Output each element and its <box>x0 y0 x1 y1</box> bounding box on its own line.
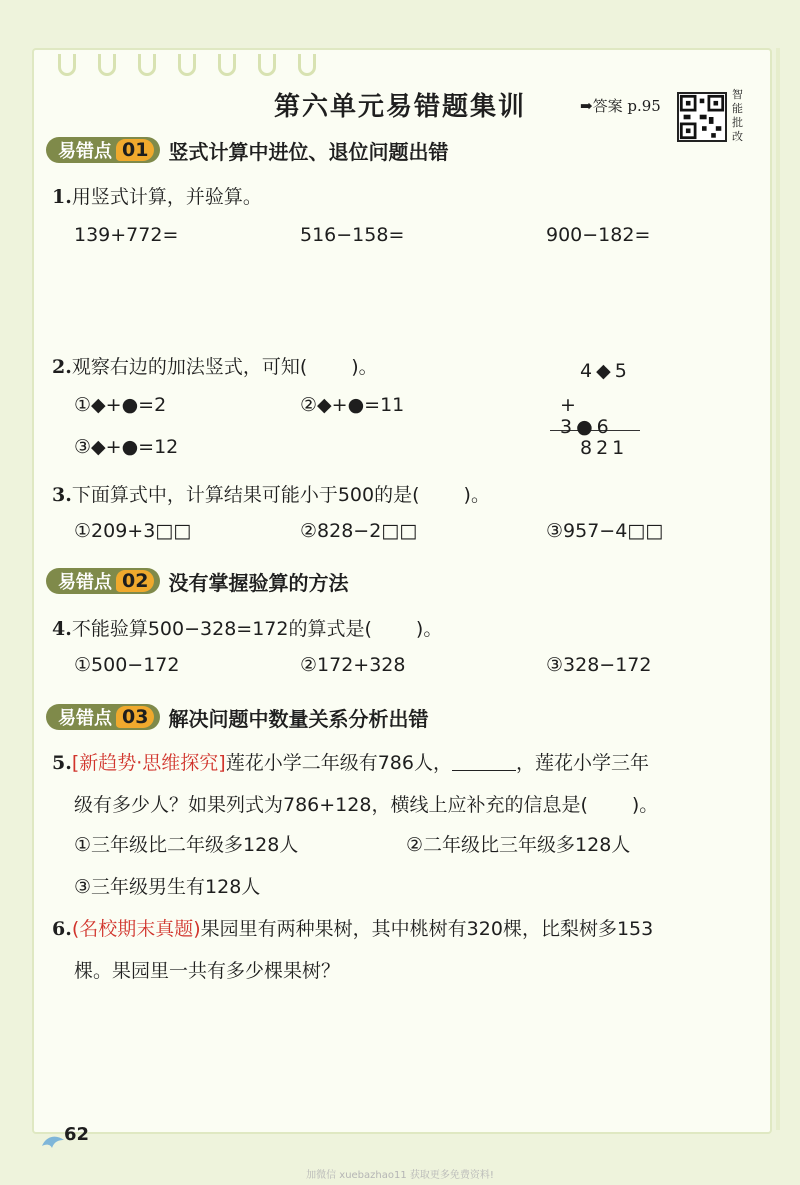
section-header-01 <box>46 135 448 165</box>
question-number: 5. <box>52 752 72 774</box>
binder-ring <box>258 54 276 76</box>
q5-option-2: ②二年级比三年级多128人 <box>406 834 631 856</box>
answer-reference: ➡答案 p.95 <box>580 97 661 115</box>
section-label: 易错点 <box>58 141 112 162</box>
binder-ring <box>298 54 316 76</box>
question-text: 莲花小学二年级有786人， <box>225 752 452 774</box>
question-5-line-2 <box>74 790 658 817</box>
question-5-line-1 <box>52 748 649 775</box>
binder-ring <box>138 54 156 76</box>
question-number: 4. <box>52 618 72 640</box>
question-number: 1. <box>52 186 72 208</box>
q4-option-1: ①500−172 <box>74 654 180 676</box>
q3-option-1: ①209+3□□ <box>74 520 192 542</box>
question-6-line-2: 棵。果园里一共有多少棵果树？ <box>74 960 341 982</box>
vertical-row-2: + 3●6 <box>560 394 613 438</box>
section-badge <box>46 137 160 163</box>
question-tag: (名校期末真题) <box>71 918 201 940</box>
q2-option-2: ②◆+●=11 <box>300 394 405 416</box>
page-title: 第六单元易错题集训 <box>273 92 526 122</box>
question-6-line-1 <box>52 914 653 941</box>
question-text-end: )。 <box>351 356 378 378</box>
section-badge <box>46 704 160 730</box>
binder-ring <box>178 54 196 76</box>
section-badge <box>46 568 160 594</box>
q3-option-2: ②828−2□□ <box>300 520 418 542</box>
section-number: 03 <box>116 706 154 728</box>
q2-option-3: ③◆+●=12 <box>74 436 179 458</box>
q1-item-3: 900−182= <box>546 224 651 246</box>
binder-ring <box>218 54 236 76</box>
question-3 <box>52 480 490 507</box>
q4-option-2: ②172+328 <box>300 654 406 676</box>
section-title: 没有掌握验算的方法 <box>168 570 349 595</box>
section-title: 竖式计算中进位、退位问题出错 <box>168 139 449 164</box>
section-header-02 <box>46 566 348 596</box>
section-title: 解决问题中数量关系分析出错 <box>168 706 429 731</box>
fill-blank-line[interactable] <box>452 769 516 771</box>
vertical-row-1: 4◆5 <box>580 360 631 382</box>
question-tag: [新趋势·思维探究] <box>71 752 226 774</box>
section-number: 01 <box>116 139 154 161</box>
section-header-03 <box>46 702 428 732</box>
question-number: 3. <box>52 484 72 506</box>
qr-code-graphic <box>679 94 725 140</box>
q1-item-2: 516−158= <box>300 224 405 246</box>
q2-option-1: ①◆+●=2 <box>74 394 167 416</box>
section-label: 易错点 <box>58 572 112 593</box>
question-text: 级有多少人？如果列式为786+128，横线上应补充的信息是( <box>74 794 588 816</box>
q4-option-3: ③328−172 <box>546 654 652 676</box>
page-edge <box>776 48 780 1130</box>
question-text-end: )。 <box>415 618 443 640</box>
question-text-end: )。 <box>463 484 490 506</box>
page-number: 62 <box>64 1124 90 1145</box>
section-label: 易错点 <box>58 708 112 729</box>
dolphin-icon <box>40 1130 66 1152</box>
question-1 <box>52 182 262 209</box>
question-text-cont: ，莲花小学三年 <box>516 752 650 774</box>
question-text: 观察右边的加法竖式，可知( <box>71 356 308 378</box>
binder-rings <box>58 54 316 76</box>
question-number: 2. <box>52 356 72 378</box>
question-text: 果园里有两种果树，其中桃树有320棵，比梨树多153 <box>200 918 654 940</box>
section-number: 02 <box>116 570 154 592</box>
question-text-end: )。 <box>631 794 659 816</box>
question-4 <box>52 614 442 641</box>
question-text: 用竖式计算，并验算。 <box>71 186 262 208</box>
question-text: 下面算式中，计算结果可能小于500的是( <box>71 484 420 506</box>
q3-option-3: ③957−4□□ <box>546 520 664 542</box>
question-number: 6. <box>52 918 72 940</box>
q5-option-1: ①三年级比二年级多128人 <box>74 834 299 856</box>
binder-ring <box>98 54 116 76</box>
binder-ring <box>58 54 76 76</box>
vertical-result: 821 <box>580 437 629 459</box>
footer-watermark: 加微信 xuebazhao11 获取更多免费资料! <box>306 1170 494 1181</box>
q5-option-3: ③三年级男生有128人 <box>74 876 261 898</box>
question-text: 不能验算500−328=172的算式是( <box>71 618 372 640</box>
qr-code-icon[interactable] <box>677 92 727 142</box>
qr-note: 智能批改 <box>732 88 743 143</box>
question-2 <box>52 352 378 379</box>
vertical-addition <box>550 360 640 471</box>
q1-item-1: 139+772= <box>74 224 179 246</box>
